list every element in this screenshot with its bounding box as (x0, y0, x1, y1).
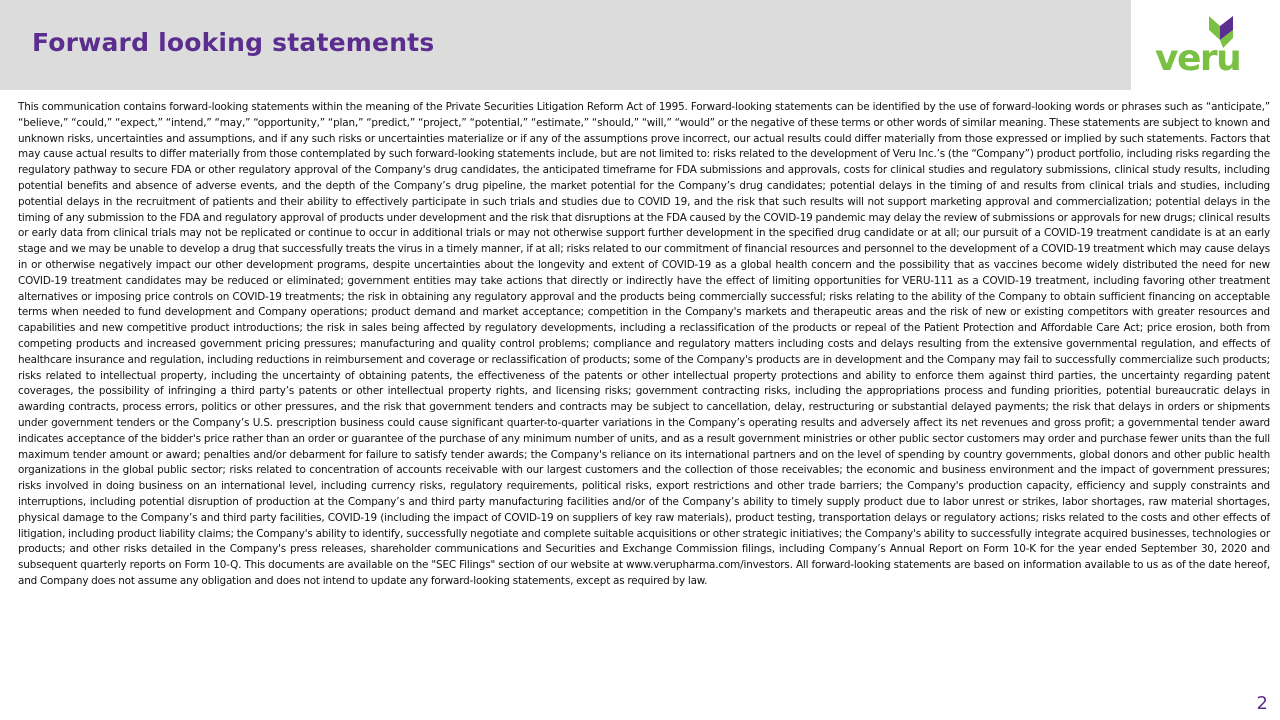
page-number: 2 (1256, 693, 1268, 714)
veru-logo: veru (1155, 38, 1241, 79)
slide-title: Forward looking statements (32, 28, 435, 57)
disclaimer-paragraph: This communication contains forward-looking statements within the meaning of the Private Securities Litigation Reform Act of 1995. Forward-looking statements can be identified by the use of forward-looking words or phrases such as “anticipate,” “believe,” “could,” “expect,” “intend,” “may,” “opportunity,” “plan,” “predict,” “project,” “potential,” “estimate,” “should,” “will,” “would” or the negative of these terms or other words of similar meaning. These statements are subject to known and unknown risks, uncertainties and assumptions, and if any such risks or uncertainties materialize or if any of the assumptions prove incorrect, our actual results could differ materially from those expressed or implied by such statements. Factors that may cause actual results to differ materially from those contemplated by such forward-looking statements include, but are not limited to: risks related to the development of Veru Inc.’s (the “Company”) product portfolio, including risks regarding the regulatory pathway to secure FDA or other regulatory approval of the Company's drug candidates, the anticipated timeframe for FDA submissions and approvals, costs for clinical studies and regulatory submissions, clinical study results, including potential benefits and absence of adverse events, and the depth of the Company’s drug pipeline, the market potential for the Company’s drug candidates; potential delays in the timing of and results from clinical trials and studies, including potential delays in the recruitment of patients and their ability to effectively participate in such trials and studies due to COVID 19, and the risk that such results will not support marketing approval and commercialization; potential delays in the timing of any submission to the FDA and regulatory approval of products under development and the risk that disruptions at the FDA caused by the COVID-19 pandemic may delay the review of submissions or approvals for new drugs; clinical results or early data from clinical trials may not be replicated or continue to occur in additional trials or may not otherwise support further development in the specified drug candidate or at all; our pursuit of a COVID-19 treatment candidate is at an early stage and we may be unable to develop a drug that successfully treats the virus in a timely manner, if at all; risks related to our commitment of financial resources and personnel to the development of a COVID-19 treatment which may cause delays in or otherwise negatively impact our other development programs, despite uncertainties about the longevity and extent of COVID-19 as a global health concern and the possibility that as vaccines become widely distributed the need for new COVID-19 treatment candidates may be reduced or eliminated; government entities may take actions that directly or indirectly have the effect of limiting opportunities for VERU-111 as a COVID-19 treatment, including favoring other treatment alternatives or imposing price controls on COVID-19 treatments; the risk in obtaining any regulatory approval and the products being commercially successful; risks relating to the ability of the Company to obtain sufficient financing on acceptable terms when needed to fund development and Company operations; product demand and market acceptance; competition in the Company's markets and therapeutic areas and the risk of new or existing competitors with greater resources and capabilities and new competitive product introductions; the risk in sales being affected by regulatory developments, including a reclassification of the products or repeal of the Patient Protection and Affordable Care Act; price erosion, both from competing products and increased government pricing pressures; manufacturing and quality control problems; compliance and regulatory matters including costs and delays resulting from the extensive governmental regulation, and effects of healthcare insurance and regulation, including reductions in reimbursement and coverage or reclassification of products; some of the Company's products are in development and the Company may fail to successfully commercialize such products; risks related to intellectual property, including the uncertainty of obtaining patents, the effectiveness of the patents or other intellectual property protections and ability to enforce them against third parties, the uncertainty regarding patent coverages, the possibility of infringing a third party’s patents or other intellectual property rights, and licensing risks; government contracting risks, including the appropriations process and funding priorities, potential bureaucratic delays in awarding contracts, process errors, politics or other pressures, and the risk that government tenders and contracts may be subject to cancellation, delay, restructuring or substantial delayed payments; the risk that delays in orders or shipments under government tenders or the Company’s U.S. prescription business could cause significant quarter-to-quarter variations in the Company’s operating results and adversely affect its net revenues and gross profit; a governmental tender award indicates acceptance of the bidder's price rather than an order or guarantee of the purchase of any minimum number of units, and as a result government ministries or other public sector customers may order and purchase fewer units than the full maximum tender amount or award; penalties and/or debarment for failure to satisfy tender awards; the Company's reliance on its international partners and on the level of spending by country governments, global donors and other public health organizations in the global public sector; risks related to concentration of accounts receivable with our largest customers and the collection of those receivables; the economic and business environment and the impact of government pressures; risks involved in doing business on an international level, including currency risks, regulatory requirements, political risks, export restrictions and other trade barriers; the Company's production capacity, efficiency and supply constraints and interruptions, including potential disruption of production at the Company’s and third party manufacturing facilities and/or of the Company’s ability to timely supply product due to labor unrest or strikes, labor shortages, raw material shortages, physical damage to the Company’s and third party facilities, COVID-19 (including the impact of COVID-19 on suppliers of key raw materials), product testing, transportation delays or regulatory actions; risks related to the costs and other effects of litigation, including product liability claims; the Company's ability to identify, successfully negotiate and complete suitable acquisitions or other strategic initiatives; the Company's ability to successfully integrate acquired businesses, technologies or products; and other risks detailed in the Company's press releases, shareholder communications and Securities and Exchange Commission filings, including Company’s Annual Report on Form 10-K for the year ended September 30, 2020 and subsequent quarterly reports on Form 10-Q. This documents are available on the "SEC Filings" section of our website at www.verupharma.com/investors. All forward-looking statements are based on information available to us as of the date hereof, and Company does not assume any obligation and does not intend to update any forward-looking statements, except as required by law. (18, 101, 1270, 587)
